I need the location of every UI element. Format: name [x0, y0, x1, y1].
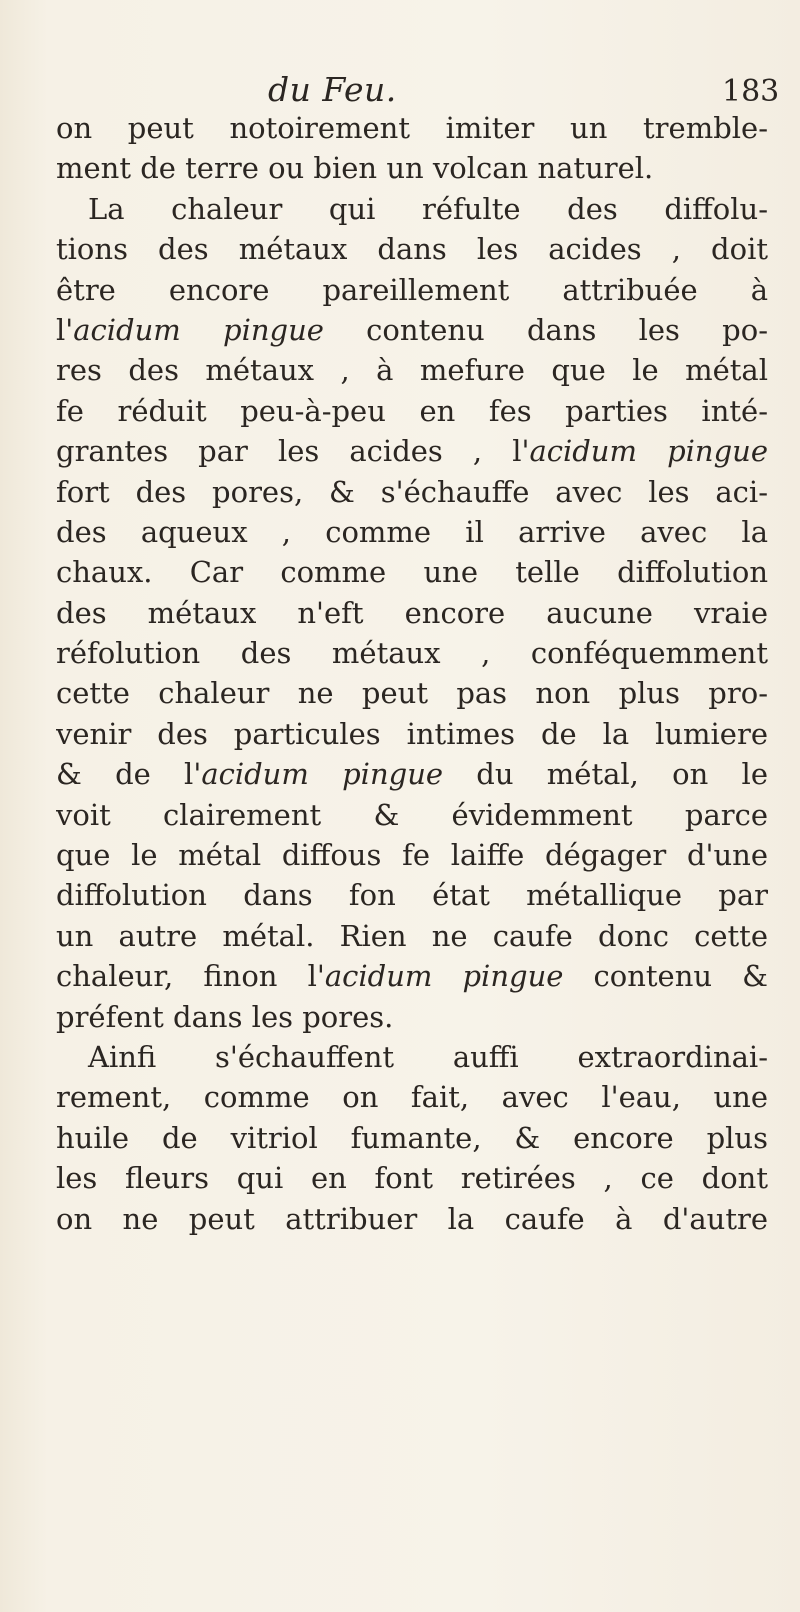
text-line	[56, 593, 768, 633]
line-text: cette chaleur ne peut pas non plus pro-	[56, 676, 768, 711]
text-line	[56, 310, 768, 350]
line-text: être encore pareillement attribuée à	[56, 272, 768, 307]
line-text: ment de terre ou bien un volcan naturel.	[56, 151, 654, 186]
text-line	[56, 835, 768, 875]
line-text: fort des pores, & s'échauffe avec les aci-	[56, 474, 768, 509]
text-line	[56, 229, 768, 269]
line-text: on ne peut attribuer la caufe à d'autre	[56, 1201, 768, 1236]
text-line	[56, 552, 768, 592]
text-line	[56, 754, 768, 794]
text-line	[56, 148, 768, 188]
line-text-after: contenu dans les po-	[323, 312, 768, 347]
text-line	[56, 875, 768, 915]
text-line	[56, 431, 768, 471]
line-text: voit clairement & évidemment parce	[56, 797, 768, 832]
line-text-after: contenu &	[563, 959, 768, 994]
page-number: 183	[722, 74, 780, 109]
text-line	[56, 956, 768, 996]
text-line	[56, 1037, 768, 1077]
line-text-after: du métal, on le	[443, 757, 768, 792]
line-text: réfolution des métaux , conféquemment	[56, 636, 768, 671]
line-text: des aqueux , comme il arrive avec la	[56, 514, 768, 549]
line-text: chaux. Car comme une telle diffolution	[56, 555, 768, 590]
body-text	[56, 108, 768, 1239]
text-line	[56, 997, 768, 1037]
line-text: on peut notoirement imiter un tremble-	[56, 111, 768, 145]
line-text: que le métal diffous fe laiffe dégager d'une	[56, 838, 768, 873]
line-text: des métaux n'eft encore aucune vraie	[56, 595, 768, 630]
text-line	[56, 108, 768, 148]
line-text: La chaleur qui réfulte des diffolu-	[88, 191, 768, 226]
text-line	[56, 916, 768, 956]
line-text-before: & de l'	[56, 757, 202, 792]
line-text: huile de vitriol fumante, & encore plus	[56, 1120, 768, 1155]
text-line	[56, 472, 768, 512]
text-line	[56, 1158, 768, 1198]
text-line	[56, 1077, 768, 1117]
text-line	[56, 189, 768, 229]
line-text: tions des métaux dans les acides , doit	[56, 232, 768, 267]
line-text: res des métaux , à mefure que le métal	[56, 353, 768, 388]
italic-term: acidum pingue	[201, 757, 444, 792]
line-text: venir des particules intimes de la lumiere	[56, 716, 768, 751]
line-text: Ainfi s'échauffent auffi extraordinai-	[88, 1039, 768, 1074]
text-line	[56, 673, 768, 713]
text-line	[56, 633, 768, 673]
text-line	[56, 714, 768, 754]
running-title: du Feu.	[268, 70, 397, 109]
line-text-before: chaleur, finon l'	[56, 959, 325, 994]
text-line	[56, 1199, 768, 1239]
italic-term: acidum pingue	[73, 312, 324, 347]
text-line	[56, 1118, 768, 1158]
line-text: diffolution dans fon état métallique par	[56, 878, 768, 913]
italic-term: acidum pingue	[529, 434, 768, 469]
line-text-before: grantes par les acides , l'	[56, 434, 530, 469]
page-header	[0, 70, 800, 110]
text-line	[56, 270, 768, 310]
line-text-before: l'	[56, 312, 74, 347]
line-text: préfent dans les pores.	[56, 999, 394, 1034]
line-text: un autre métal. Rien ne caufe donc cette	[56, 918, 768, 953]
italic-term: acidum pingue	[324, 959, 564, 994]
text-line	[56, 391, 768, 431]
text-line	[56, 350, 768, 390]
line-text: fe réduit peu-à-peu en fes parties inté-	[56, 393, 768, 428]
text-line	[56, 795, 768, 835]
text-line	[56, 512, 768, 552]
line-text: les fleurs qui en font retirées , ce dont	[56, 1161, 768, 1196]
line-text: rement, comme on fait, avec l'eau, une	[56, 1080, 768, 1115]
